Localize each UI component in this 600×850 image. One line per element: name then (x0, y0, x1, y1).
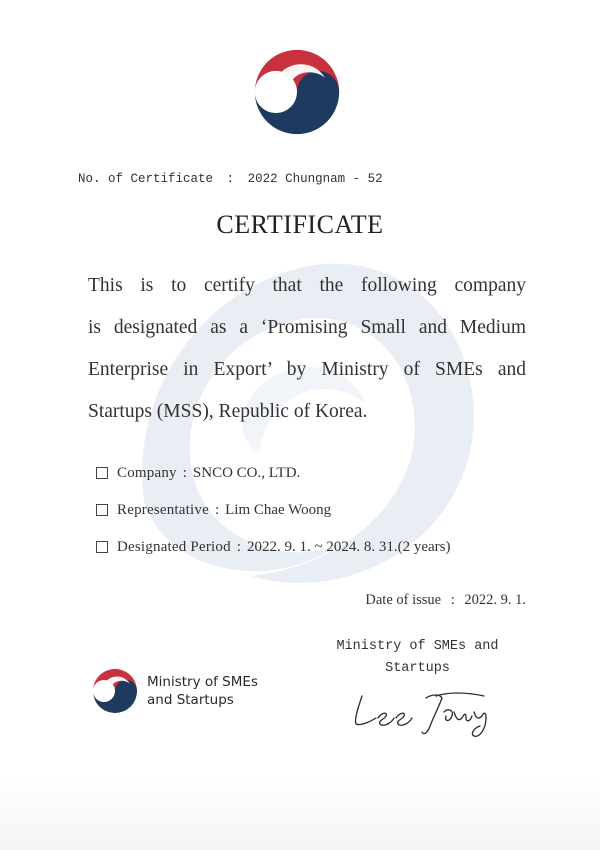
logo-line: Ministry of SMEs (147, 674, 258, 690)
body-line: This is to certify that the following company (88, 275, 526, 296)
checkbox-square-icon (96, 504, 108, 516)
date-of-issue (365, 592, 526, 609)
certificate-body (88, 265, 526, 433)
body-line: Startups (MSS), Republic of Korea. (88, 401, 368, 422)
checkbox-square-icon (96, 541, 108, 553)
date-of-issue-label: Date of issue (365, 592, 442, 608)
certificate-number-label: No. of Certificate (78, 172, 214, 186)
certificate-number-separator: : (226, 172, 235, 186)
ministry-logo-text (147, 673, 258, 709)
signature-image (348, 682, 508, 742)
government-emblem-icon (253, 48, 341, 136)
issuer-line: Startups (385, 661, 450, 676)
certificate-title: CERTIFICATE (216, 210, 384, 239)
page-shadow (0, 780, 600, 850)
certificate-number (78, 172, 383, 186)
field-label: Representative (117, 501, 209, 518)
body-line: Enterprise in Export’ by Ministry of SMEs and (88, 359, 526, 380)
field-value: 2022. 9. 1. ~ 2024. 8. 31.(2 years) (246, 538, 451, 555)
ministry-logo (92, 668, 258, 714)
date-of-issue-value: 2022. 9. 1. (464, 592, 526, 608)
field-value: SNCO CO., LTD. (192, 464, 301, 481)
certificate-fields (96, 464, 450, 575)
body-line: is designated as a ‘Promising Small and Medium (88, 317, 526, 338)
field-separator: : (182, 464, 187, 481)
issuer-line: Ministry of SMEs and (336, 639, 499, 654)
ministry-emblem-icon (92, 668, 138, 714)
certificate-number-value: 2022 Chungnam - 52 (247, 172, 383, 186)
field-company (96, 464, 450, 482)
date-of-issue-separator: : (450, 592, 455, 608)
field-separator: : (214, 501, 220, 518)
field-representative (96, 501, 450, 519)
logo-line: and Startups (147, 692, 234, 708)
issuer-name (325, 636, 510, 680)
field-label: Designated Period (117, 538, 231, 555)
field-separator: : (236, 538, 241, 555)
checkbox-square-icon (96, 467, 108, 479)
field-value: Lim Chae Woong (225, 501, 332, 518)
field-label: Company (117, 464, 177, 481)
field-designated-period (96, 538, 450, 556)
